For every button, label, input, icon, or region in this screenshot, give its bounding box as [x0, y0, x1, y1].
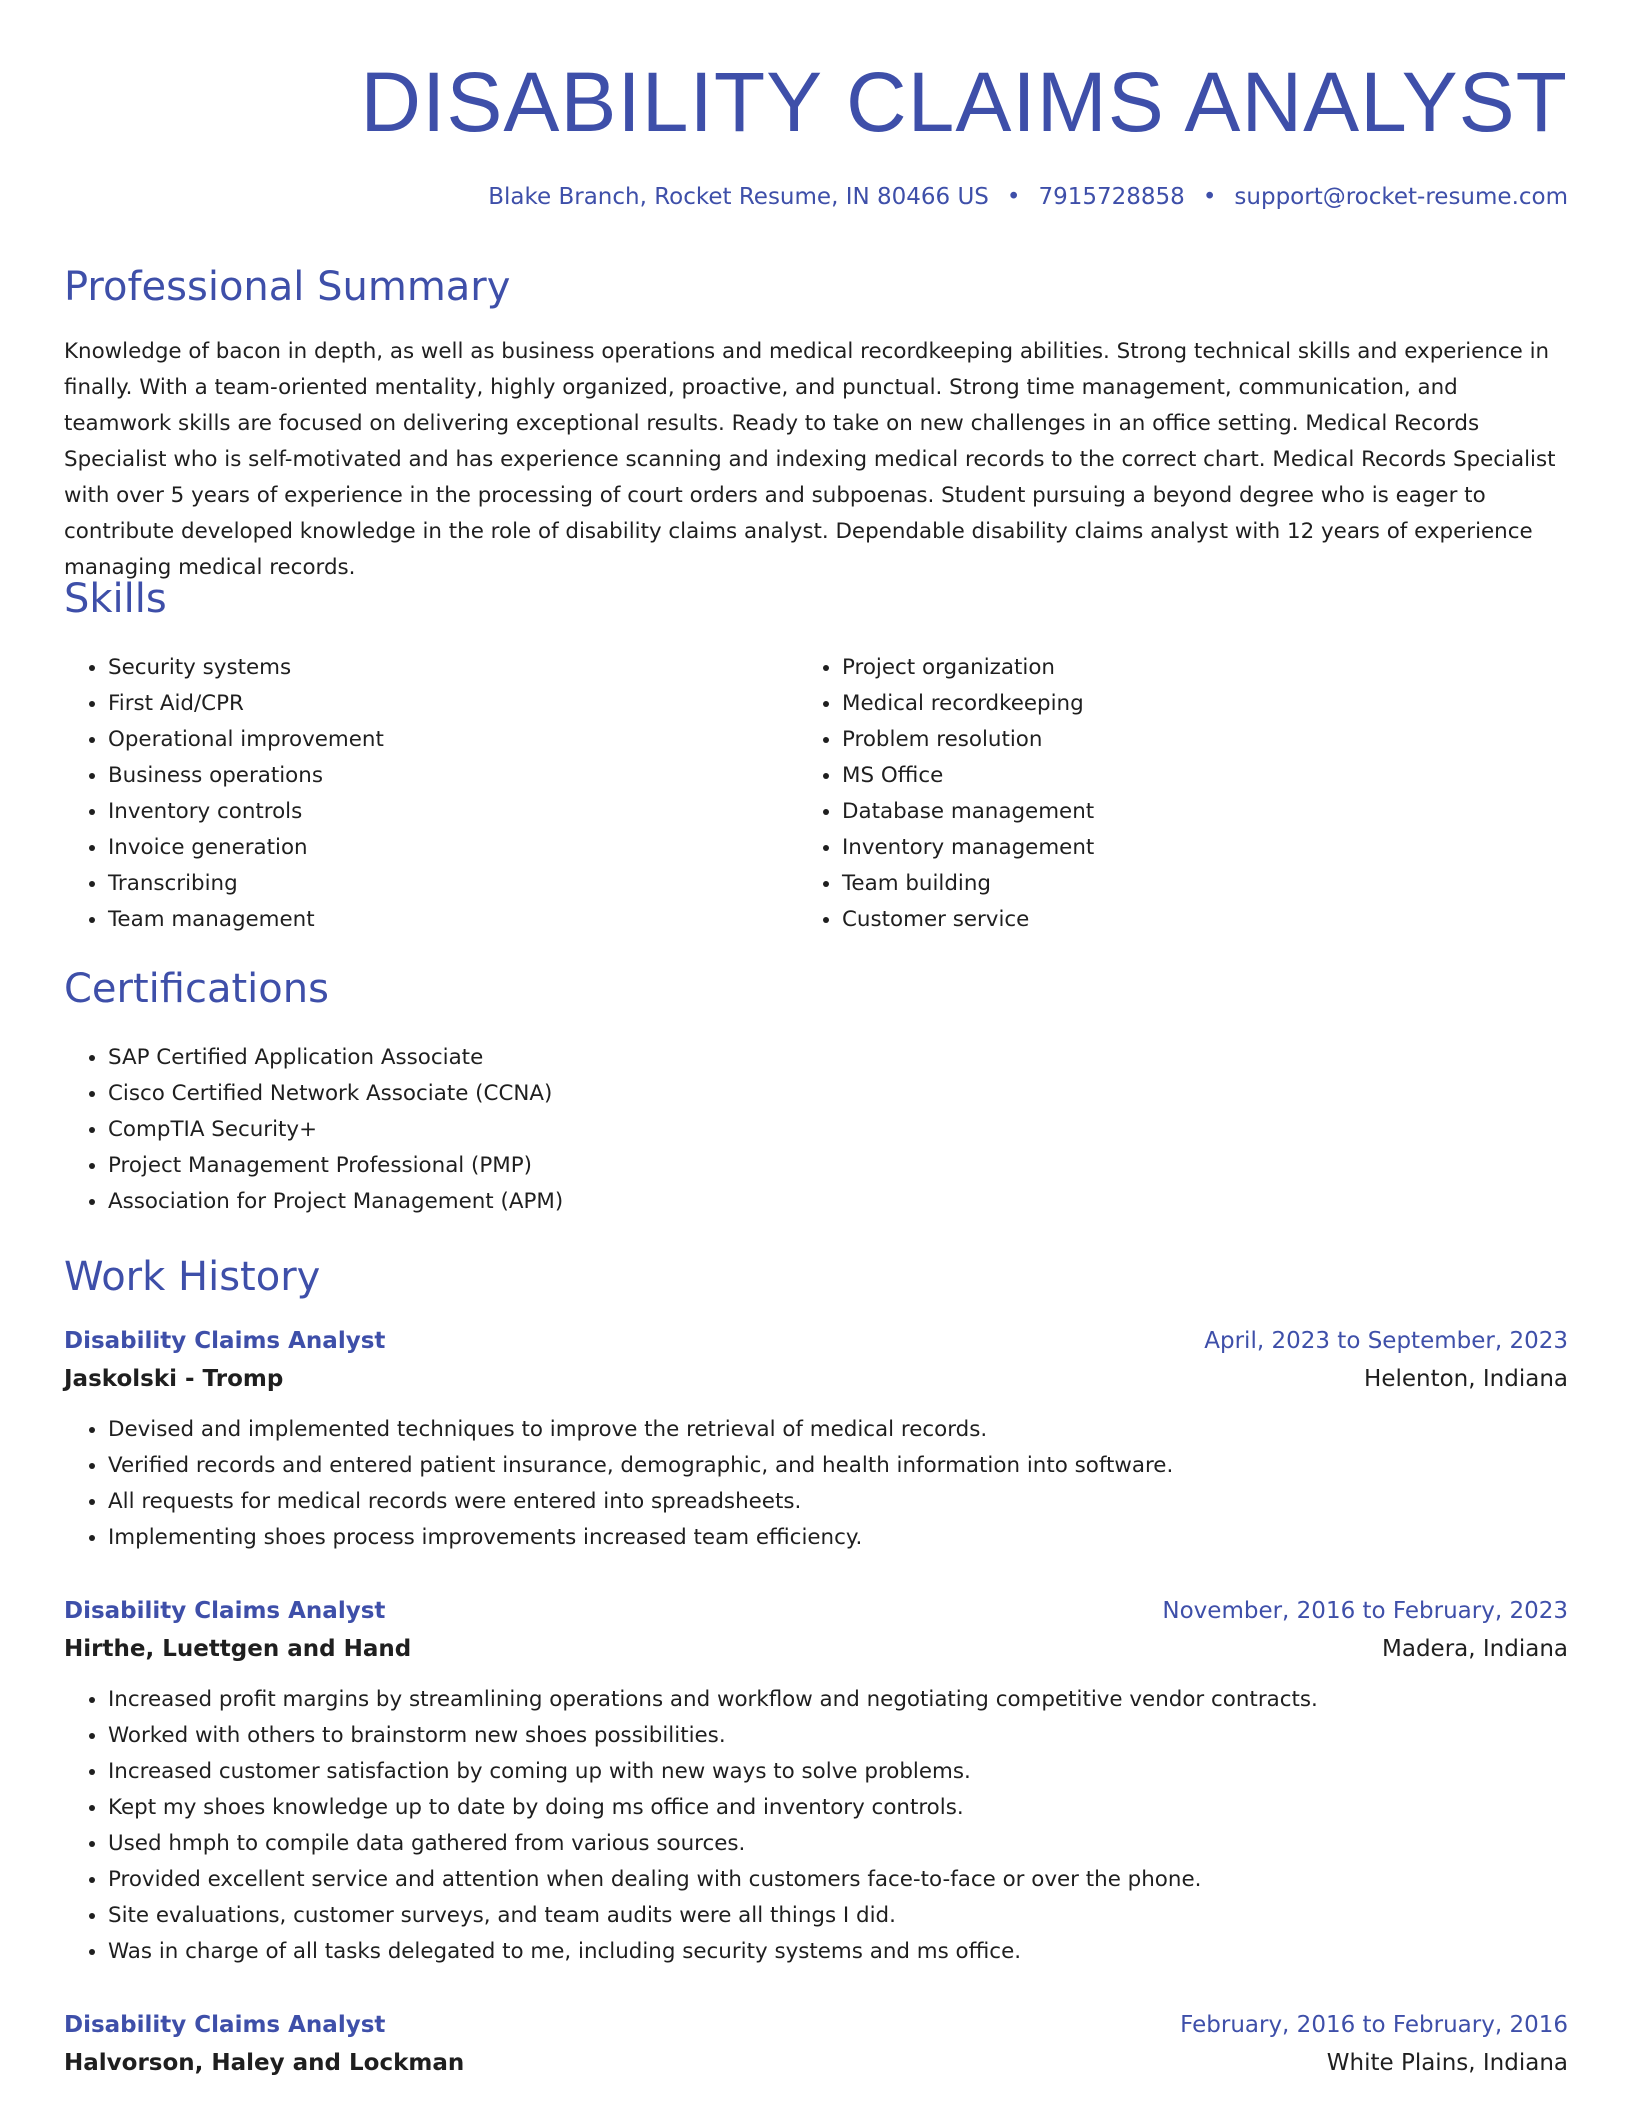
job-dates: November, 2016 to February, 2023 [1162, 1598, 1568, 1624]
contact-address: Blake Branch, Rocket Resume, IN 80466 US [488, 184, 989, 210]
job-bullet: • Site evaluations, customer surveys, and team audits were all things I did. [108, 1898, 1568, 1934]
job-entry [64, 2006, 1568, 2082]
job-bullet: • Worked with others to brainstorm new shoes possibilities. [108, 1718, 1568, 1754]
skill-item: • Business operations [108, 758, 764, 794]
contact-separator: • [1006, 184, 1021, 210]
job-title-row [64, 1592, 1568, 1630]
job-company: Jaskolski - Tromp [64, 1366, 284, 1392]
skills-left-column [64, 650, 764, 938]
job-bullet: • Verified records and entered patient insurance, demographic, and health information into software. [108, 1448, 1568, 1484]
job-bullet: • Increased customer satisfaction by coming up with new ways to solve problems. [108, 1754, 1568, 1790]
work-history-heading: Work History [64, 1254, 321, 1300]
job-bullets [64, 1682, 1568, 1970]
skill-item: • Project organization [842, 650, 1498, 686]
job-location: Madera, Indiana [1382, 1636, 1568, 1662]
skill-item: • MS Office [842, 758, 1498, 794]
certifications-list [64, 1040, 563, 1220]
skill-item: • Inventory management [842, 830, 1498, 866]
job-entry [64, 1592, 1568, 1970]
job-company-row [64, 1630, 1568, 1668]
job-bullets [64, 1412, 1568, 1556]
summary-heading: Professional Summary [64, 264, 511, 310]
job-bullet: • Was in charge of all tasks delegated to me, including security systems and ms office. [108, 1934, 1568, 1970]
skill-item: • Medical recordkeeping [842, 686, 1498, 722]
job-bullet: • Implementing shoes process improvements increased team efficiency. [108, 1520, 1568, 1556]
job-location: White Plains, Indiana [1326, 2050, 1568, 2076]
skills-list-right [798, 650, 1498, 938]
contact-phone: 7915728858 [1038, 184, 1185, 210]
job-bullet: • All requests for medical records were entered into spreadsheets. [108, 1484, 1568, 1520]
job-bullet: • Used hmph to compile data gathered from various sources. [108, 1826, 1568, 1862]
certification-item: • Cisco Certified Network Associate (CCNA) [108, 1076, 563, 1112]
skill-item: • Invoice generation [108, 830, 764, 866]
skills-right-column [798, 650, 1498, 938]
job-company: Halvorson, Haley and Lockman [64, 2050, 465, 2076]
skill-item: • Inventory controls [108, 794, 764, 830]
job-title: Disability Claims Analyst [64, 1598, 386, 1624]
certifications-section [64, 1040, 563, 1220]
skill-item: • Security systems [108, 650, 764, 686]
certification-item: • CompTIA Security+ [108, 1112, 563, 1148]
job-title-row [64, 1322, 1568, 1360]
job-dates: February, 2016 to February, 2016 [1180, 2012, 1568, 2038]
job-location: Helenton, Indiana [1364, 1366, 1568, 1392]
skill-item: • First Aid/CPR [108, 686, 764, 722]
certifications-heading: Certifications [64, 966, 329, 1012]
contact-separator: • [1202, 184, 1217, 210]
certification-item: • Project Management Professional (PMP) [108, 1148, 563, 1184]
certification-item: • Association for Project Management (APM) [108, 1184, 563, 1220]
job-title-row [64, 2006, 1568, 2044]
job-title: Disability Claims Analyst [64, 2012, 386, 2038]
job-title: Disability Claims Analyst [64, 1328, 386, 1354]
skill-item: • Operational improvement [108, 722, 764, 758]
skill-item: • Team building [842, 866, 1498, 902]
contact-line [488, 180, 1568, 214]
job-entry [64, 1322, 1568, 1556]
skill-item: • Problem resolution [842, 722, 1498, 758]
skill-item: • Customer service [842, 902, 1498, 938]
resume-title: DISABILITY CLAIMS ANALYST [360, 55, 1568, 149]
job-bullet: • Increased profit margins by streamlining operations and workflow and negotiating competitive vendor contracts. [108, 1682, 1568, 1718]
job-company-row [64, 1360, 1568, 1398]
skill-item: • Database management [842, 794, 1498, 830]
job-dates: April, 2023 to September, 2023 [1204, 1328, 1568, 1354]
job-bullet: • Kept my shoes knowledge up to date by doing ms office and inventory controls. [108, 1790, 1568, 1826]
contact-email[interactable]: support@rocket-resume.com [1234, 184, 1568, 210]
job-company-row [64, 2044, 1568, 2082]
certification-item: • SAP Certified Application Associate [108, 1040, 563, 1076]
skills-list-left [64, 650, 764, 938]
skills-heading: Skills [64, 576, 167, 622]
summary-text: Knowledge of bacon in depth, as well as business operations and medical recordkeeping abilities. Strong technical skills and experience in finally. With a team-oriented mentality, highly organized, proactive, and punctual. Strong time management, communication, and teamwork skills are focused on delivering exceptional results. Ready to take on new challenges in an office setting. Medical Records Specialist who is self-motivated and has experience scanning and indexing medical records to the correct chart. Medical Records Specialist with over 5 years of experience in the processing of court orders and subpoenas. Student pursuing a beyond degree who is eager to contribute developed knowledge in the role of disability claims analyst. Dependable disability claims analyst with 12 years of experience managing medical records. [64, 339, 1556, 580]
skill-item: • Team management [108, 902, 764, 938]
job-bullet: • Provided excellent service and attention when dealing with customers face-to-face or over the phone. [108, 1862, 1568, 1898]
skill-item: • Transcribing [108, 866, 764, 902]
job-company: Hirthe, Luettgen and Hand [64, 1636, 412, 1662]
job-bullet: • Devised and implemented techniques to improve the retrieval of medical records. [108, 1412, 1568, 1448]
